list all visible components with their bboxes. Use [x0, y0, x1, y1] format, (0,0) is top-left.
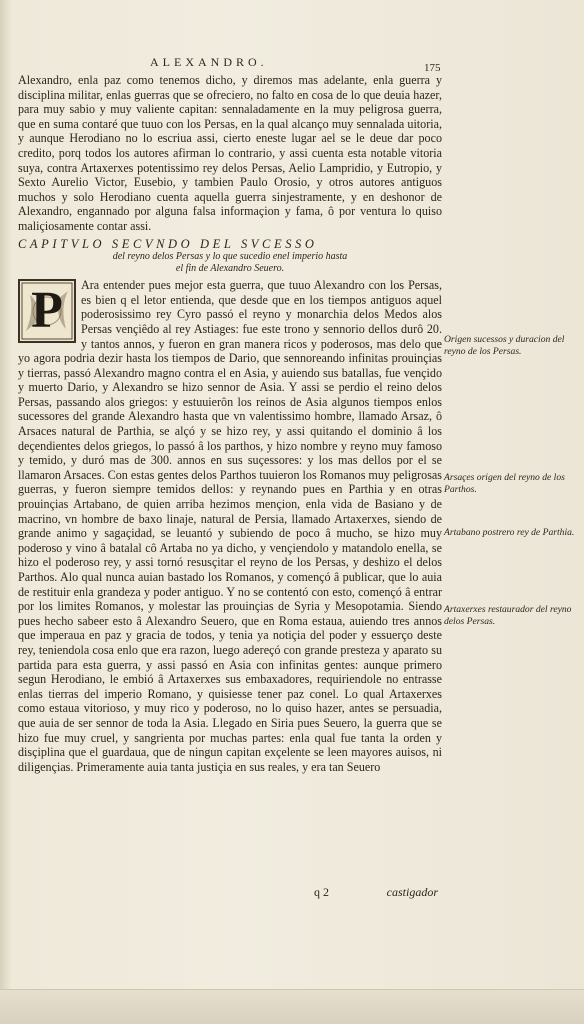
chapter-title: CAPITVLO SECVNDO DEL SVCESSO	[18, 236, 318, 251]
chapter-subtitle-line-2: el fin de Alexandro Seuero.	[175, 263, 285, 275]
chapter-subtitle	[18, 251, 442, 275]
paragraph-1: Alexandro, enla paz como tenemos dicho, y diremos mas adelante, enla guerra y disciplina militar, enlas guerras que se ofreciero, no falto en cosa de lo que deuia hazer, para muy sabio y muy valiente capitan: sennaladamente en la muy peligrosa guerra, que en suma contaré que tuuo con los Persas, en la qual alcanço muy sennalada uitoria, y aunque Herodiano no lo escriua assi, cierto eneste lugar ael se le deue dar poco credito, porq todos los autores afirman lo contrario, y assi cuenta esta notable vitoria suya, contra Artaxerxes potentissimo rey delos Persas, Aelio Lampridio, y Eutropio, y Sexto Aurelio Victor, Eusebio, y tambien Paulo Orosio, y otros autores antiguos muchos y solo Herodiano cuenta aquella guerra sinjestramente, y en deshonor de Alexandro, engannado por alguna falsa informaçion y fama, ô por ventura lo quiso maliçiosamente contar assi.	[18, 73, 442, 233]
margin-note-4: Artaxerxes restaurador del reyno delos Persas.	[444, 604, 572, 627]
margin-note-1: Origen sucessos y duracion del reyno de los Persas.	[444, 334, 565, 357]
signature-mark: q 2	[314, 885, 329, 899]
page-footer	[18, 885, 438, 901]
margin-note-3: Artabano postrero rey de Parthia.	[444, 527, 575, 538]
running-head: ALEXANDRO.	[150, 55, 268, 69]
decorated-initial	[18, 279, 76, 343]
margin-note-2: Arsaçes origen del reyno de los Parthos.	[444, 472, 565, 495]
page-number: 175	[424, 62, 441, 74]
page-bottom-edge	[0, 989, 584, 1024]
chapter-subtitle-line-1: del reyno delos Persas y lo que sucedio enel imperio hasta	[112, 251, 348, 263]
main-text-column	[18, 73, 442, 774]
initial-letter: P	[31, 282, 63, 340]
catchword: castigador	[386, 885, 438, 899]
paragraph-2: Ara entender pues mejor esta guerra, que tuuo Alexandro con los Persas, es bien q el letor entienda, que desde que en los tiempos antiguos aquel poderosissimo rey Cyro passó el reyno y monarchia delos Medos alos Persas vençiêdo al rey Astiages: fue este trono y sennorio dellos durô 20. y tantos annos, y fueron en gran manera ricos y poderosos, mas delo que yo agora podria dezir hasta los tiempos de Dario, que sennoreando infinitas prouinçias y tierras, passó Alexandro magno contra el en Asia, y auiendo sus batallas, fue vençido y muerto Dario, y Alexandro se hizo sennor de Asia. Y assi se perdio el reino delos Persas, passando alos griegos: y estuuierôn los reinos de Asia algunos tiempos enlos sucessores del grande Alexandro hasta que vn valentissimo hombre, llamado Arsaz, ô Arsaces natural de Parthia, se alçó y se hizo rey, y assi quitando el dominio â los deçendientes delos griegos, lo passó â los parthos, y hizo nombre y reyno muy famoso y temido, y duró mas de 300. annos en sus suçessores: y los mas dellos por el se llamaron Arsaces. Con estas gentes delos Parthos tuuieron los Romanos muy peligrosas guerras, y fueron siempre temidos dellos: y reynando pues en Parthia y en otras prouinçias Artabano, de quien arriba hezimos mençion, enla vida de Basiano y de macrino, vn hombre de baxo linaje, natural de Persia, llamado Artaxerxes, siendo de grande animo y sagaçidad, se leuantó y subiendo de poco â mucho, se hizo muy poderoso y vino â batalal cô Artaba no ya dicho, y vençiendolo y matandolo enella, se hizo el poderoso rey, y assi tornó resusçitar el reyno de los Persas, y deshizo el delos Parthos. Alo qual nunca auian bastado los Romanos, y començó â publicar, que lo auia de restituir enla grandeza y poder antiguo. Y no se contentó con esto, començó â entrar por los limites Romanos, y molestar las prouinçias de Syria y Mesopotamia. Siendo pues hecho sabeer esto â Alexandro Seuero, que en Roma estaua, auiendo tres annos que imperaua en paz y gracia de todos, y tenia ya notiçia del poder y essuerço deste rey, teniendola cosa enlo que era razon, luego adereçó con grande presteza y aparato su partida para esta guerra, y assi passó en Asia con infinitas gentes: aunque primero segun Herodiano, le embió â Artaxerxes sus embaxadores, requiriendole no entrasse enlas tierras del imperio Romano, y quisiesse tener paz conel. Lo qual Artaxerxes como estaua vitorioso, y muy rico y poderoso, no lo quiso hazer, antes se persuadia, que auia de ser sennor de toda la Asia. Llegado en Siria pues Seuero, la guerra que se hizo fue muy cruel, y sangrienta por muchas partes: enla qual fue tanta la orden y disçiplina que el guardaua, que de ningun capitan exçelente se leen mayores auisos, ni diligençias. Primeramente auia tanta justiçia en sus reales, y era tan Seuero	[18, 278, 442, 774]
